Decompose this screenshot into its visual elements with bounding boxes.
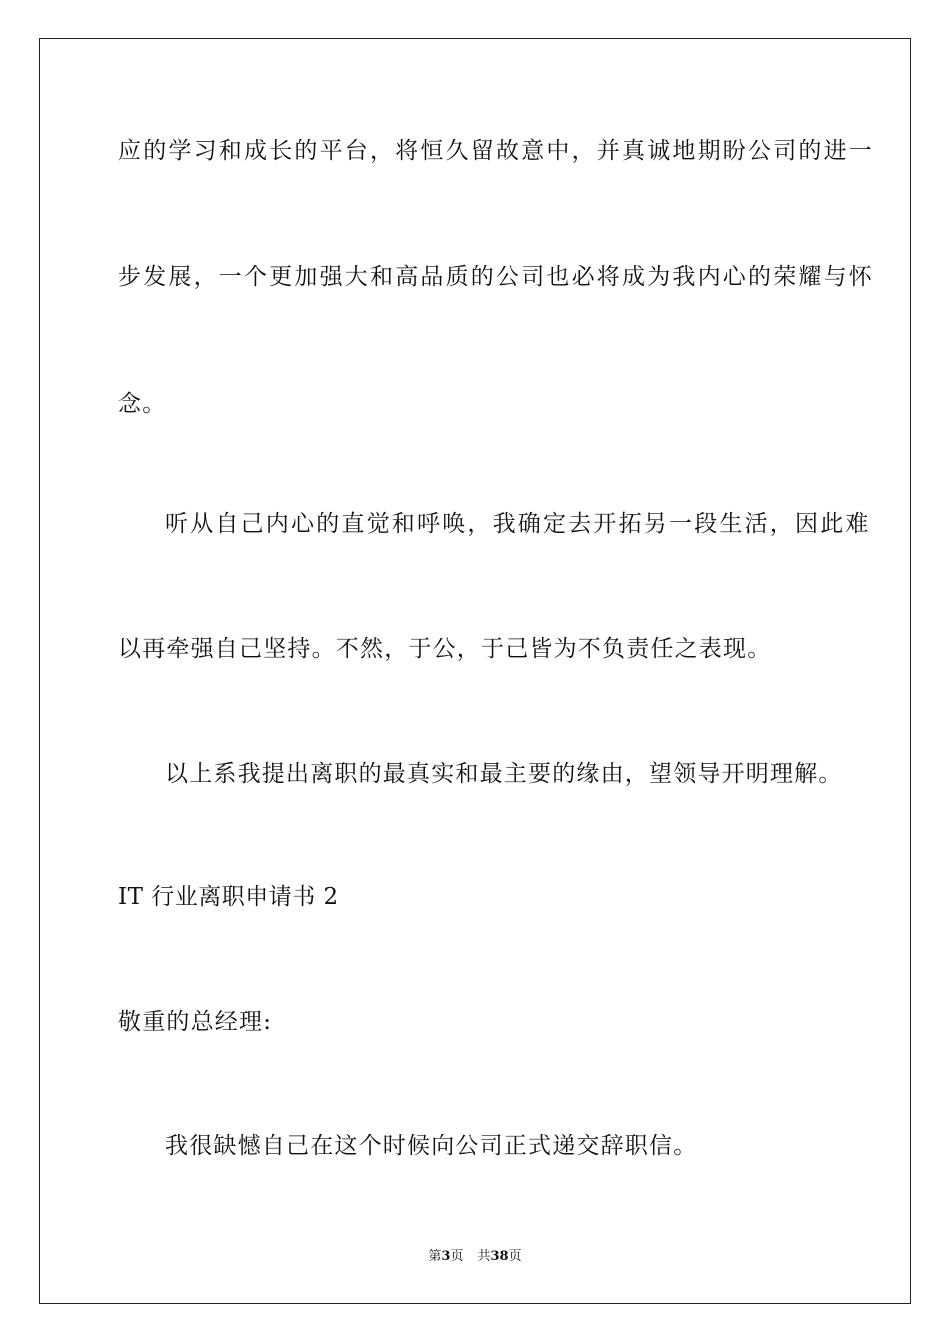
body-line-5: 以再牵强自己坚持。不然，于公，于己皆为不负责任之表现。	[118, 636, 772, 662]
page-suffix: 页	[450, 1249, 464, 1264]
total-prefix: 共	[477, 1249, 491, 1264]
page-border	[39, 38, 911, 1304]
section-heading: IT 行业离职申请书 2	[118, 884, 339, 910]
page-footer	[0, 1248, 950, 1266]
body-line-4: 听从自己内心的直觉和呼唤，我确定去开拓另一段生活，因此难	[165, 511, 871, 537]
body-line-2: 步发展，一个更加强大和高品质的公司也必将成为我内心的荣耀与怀	[118, 264, 874, 290]
body-line-3: 念。	[118, 391, 167, 417]
page-prefix: 第	[428, 1249, 442, 1264]
body-line-1: 应的学习和成长的平台，将恒久留故意中，并真诚地期盼公司的进一	[118, 138, 874, 164]
total-pages: 38	[490, 1249, 509, 1264]
page-number: 3	[441, 1249, 451, 1264]
body-line-9: 我很缺憾自己在这个时候向公司正式递交辞职信。	[165, 1133, 698, 1159]
body-line-6: 以上系我提出离职的最真实和最主要的缘由，望领导开明理解。	[165, 761, 843, 787]
salutation: 敬重的总经理:	[118, 1009, 273, 1035]
total-suffix: 页	[508, 1249, 522, 1264]
